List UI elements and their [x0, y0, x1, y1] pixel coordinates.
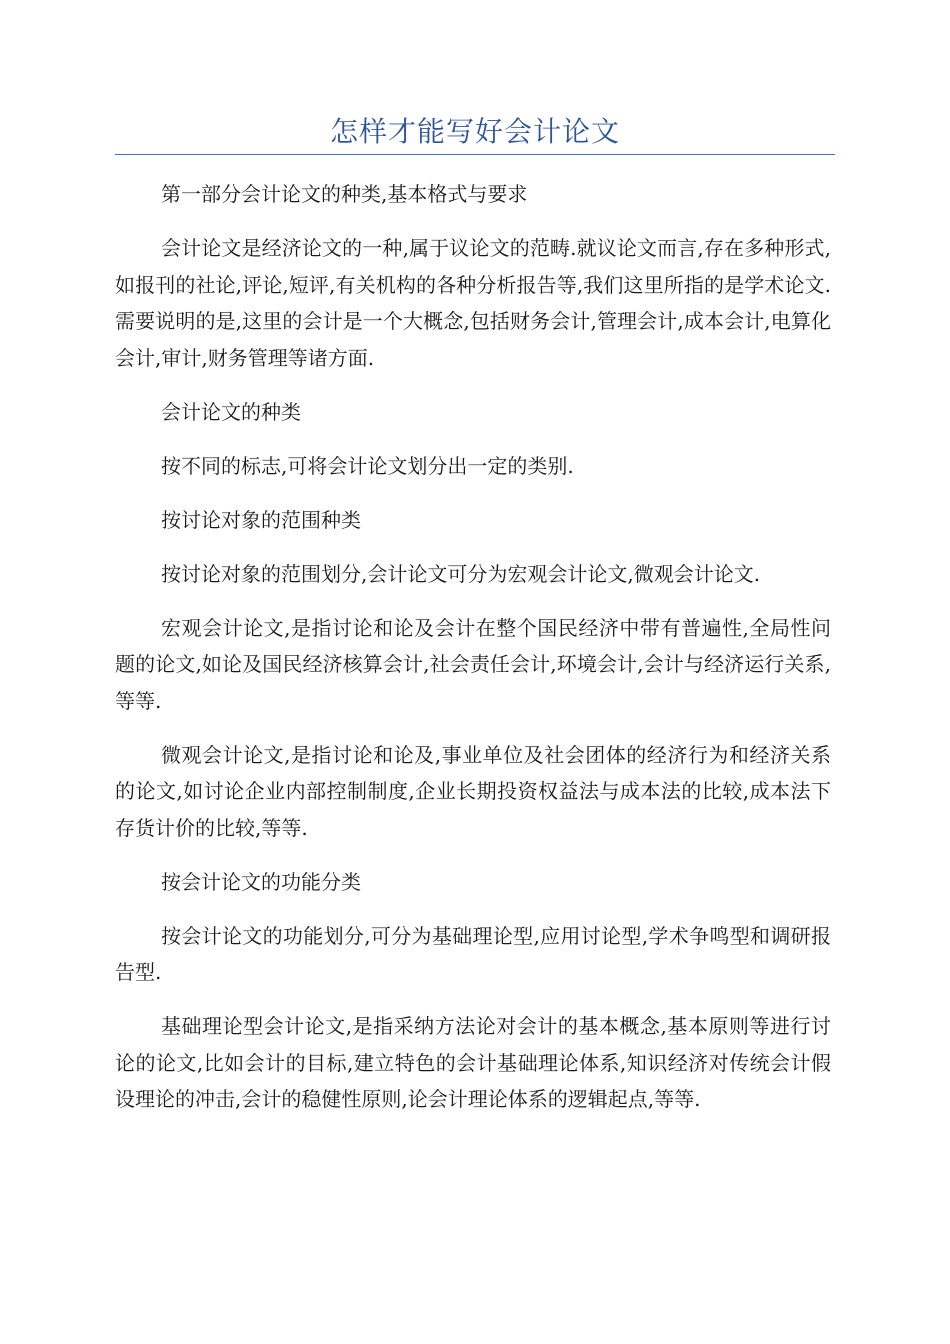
section-heading: 第一部分会计论文的种类,基本格式与要求: [161, 182, 528, 206]
body-paragraph: 宏观会计论文,是指讨论和论及会计在整个国民经济中带有普遍性,全局性问题的论文,如论及国民经济核算会计,社会责任会计,环境会计,会计与经济运行关系,等等.: [115, 615, 831, 713]
document-title: 怎样才能写好会计论文: [329, 115, 620, 148]
body-paragraph: 微观会计论文,是指讨论和论及,事业单位及社会团体的经济行为和经济关系的论文,如讨论企业内部控制制度,企业长期投资权益法与成本法的比较,成本法下存货计价的比较,等等.: [115, 742, 831, 840]
title-underline: [115, 154, 835, 155]
body-paragraph: 按讨论对象的范围划分,会计论文可分为宏观会计论文,微观会计论文.: [161, 561, 761, 586]
sub-heading: 按会计论文的功能分类: [161, 869, 361, 894]
body-paragraph: 会计论文是经济论文的一种,属于议论文的范畴.就议论文而言,存在多种形式,如报刊的社论,评论,短评,有关机构的各种分析报告等,我们这里所指的是学术论文.需要说明的是,这里的会计是一个大概念,包括财务会计,管理会计,成本会计,电算化会计,审计,财务管理等诸方面.: [115, 236, 831, 370]
sub-heading: 会计论文的种类: [161, 399, 301, 424]
sub-heading: 按讨论对象的范围种类: [161, 507, 361, 532]
body-paragraph: 按会计论文的功能划分,可分为基础理论型,应用讨论型,学术争鸣型和调研报告型.: [115, 923, 831, 984]
body-paragraph: 基础理论型会计论文,是指采纳方法论对会计的基本概念,基本原则等进行讨论的论文,比如会计的目标,建立特色的会计基础理论体系,知识经济对传统会计假设理论的冲击,会计的稳健性原则,论会计理论体系的逻辑起点,等等.: [115, 1014, 831, 1111]
document-body: [115, 176, 831, 1135]
body-paragraph: 按不同的标志,可将会计论文划分出一定的类别.: [161, 453, 574, 478]
